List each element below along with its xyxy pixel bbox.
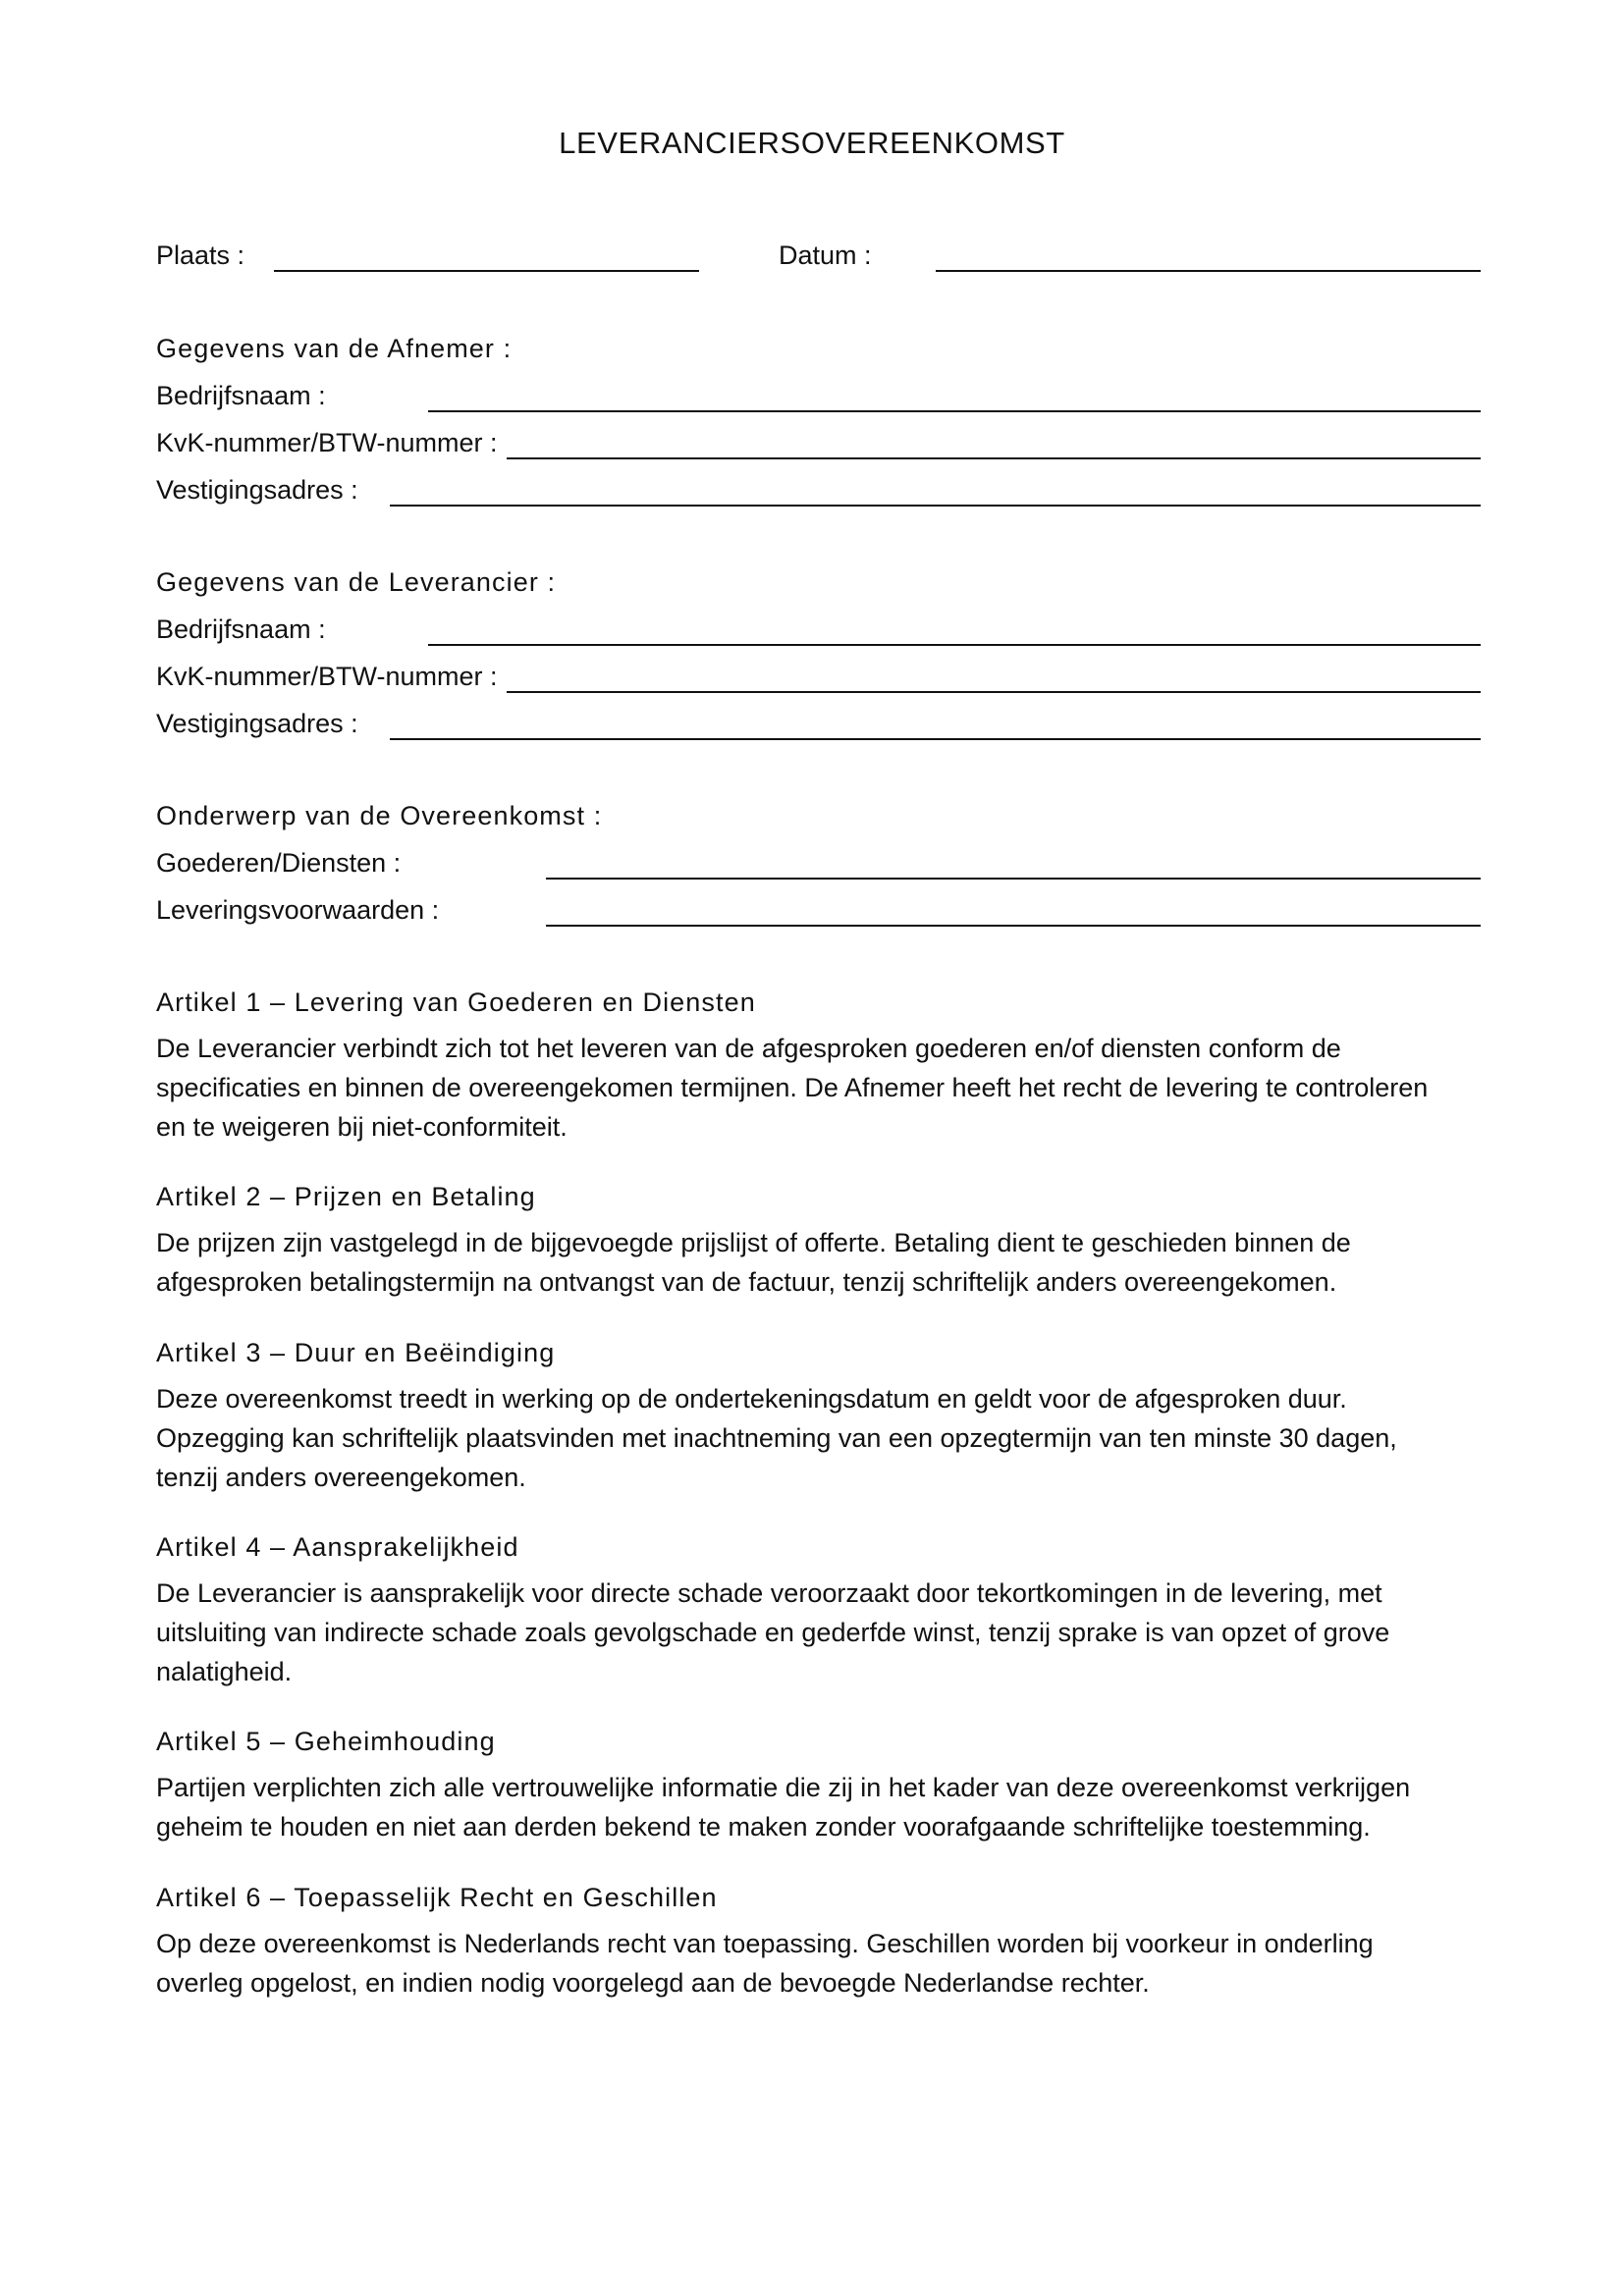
goods-services-label: Goederen/Diensten : [156,848,402,878]
document-title: LEVERANCIERSOVEREENKOMST [559,126,1065,160]
subject-section-heading: Onderwerp van de Overeenkomst : [156,801,603,830]
article-6-title: Artikel 6 – Toepasselijk Recht en Geschillen [156,1883,718,1912]
article-3-body: Deze overeenkomst treedt in werking op de ondertekeningsdatum en geldt voor de afgesproken duur. Opzegging kan schriftelijk plaatsvinden met inachtneming van een opzegtermijn van ten minste 30 dagen, tenzij anders overeengekomen. [156,1384,1397,1492]
supplier-company-field-line[interactable] [428,644,1481,646]
place-label: Plaats : [156,240,245,270]
buyer-section-heading: Gegevens van de Afnemer : [156,334,513,363]
delivery-terms-label: Leveringsvoorwaarden : [156,895,440,925]
article-3-title: Artikel 3 – Duur en Beëindiging [156,1338,556,1367]
place-field-line[interactable] [274,270,699,272]
date-field-line[interactable] [936,270,1481,272]
supplier-section-heading: Gegevens van de Leverancier : [156,567,557,597]
article-5-title: Artikel 5 – Geheimhouding [156,1727,496,1756]
supplier-kvk-field-line[interactable] [507,691,1481,693]
article-1-body: De Leverancier verbindt zich tot het leveren van de afgesproken goederen en/of diensten conform de specificaties en binnen de overeengekomen termijnen. De Afnemer heeft het recht de levering te controleren en te weigeren bij niet-conformiteit. [156,1034,1429,1142]
goods-services-field-line[interactable] [546,878,1481,880]
buyer-company-field-line[interactable] [428,410,1481,412]
buyer-kvk-field-line[interactable] [507,457,1481,459]
buyer-address-label: Vestigingsadres : [156,475,358,505]
supplier-address-label: Vestigingsadres : [156,709,358,738]
article-4-title: Artikel 4 – Aansprakelijkheid [156,1532,519,1562]
article-4-body: De Leverancier is aansprakelijk voor directe schade veroorzaakt door tekortkomingen in de levering, met uitsluiting van indirecte schade zoals gevolgschade en gederfde winst, tenzij sprake is van opzet of grove nalatigheid. [156,1578,1390,1686]
article-2-title: Artikel 2 – Prijzen en Betaling [156,1182,536,1211]
supplier-address-field-line[interactable] [390,738,1481,740]
supplier-company-label: Bedrijfsnaam : [156,614,326,644]
buyer-address-field-line[interactable] [390,505,1481,507]
buyer-kvk-label: KvK-nummer/BTW-nummer : [156,428,498,457]
delivery-terms-field-line[interactable] [546,925,1481,927]
date-label: Datum : [779,240,872,270]
article-6-body: Op deze overeenkomst is Nederlands recht van toepassing. Geschillen worden bij voorkeur in onderling overleg opgelost, en indien nodig voorgelegd aan de bevoegde Nederlandse rechter. [156,1929,1374,1998]
buyer-company-label: Bedrijfsnaam : [156,381,326,410]
article-2-body: De prijzen zijn vastgelegd in de bijgevoegde prijslijst of offerte. Betaling dient te geschieden binnen de afgesproken betalingstermijn na ontvangst van de factuur, tenzij schriftelijk anders overeengekomen. [156,1228,1351,1297]
article-5-body: Partijen verplichten zich alle vertrouwelijke informatie die zij in het kader van deze overeenkomst verkrijgen geheim te houden en niet aan derden bekend te maken zonder voorafgaande schriftelijke toestemming. [156,1773,1411,1842]
article-1-title: Artikel 1 – Levering van Goederen en Diensten [156,988,756,1017]
supplier-kvk-label: KvK-nummer/BTW-nummer : [156,662,498,691]
